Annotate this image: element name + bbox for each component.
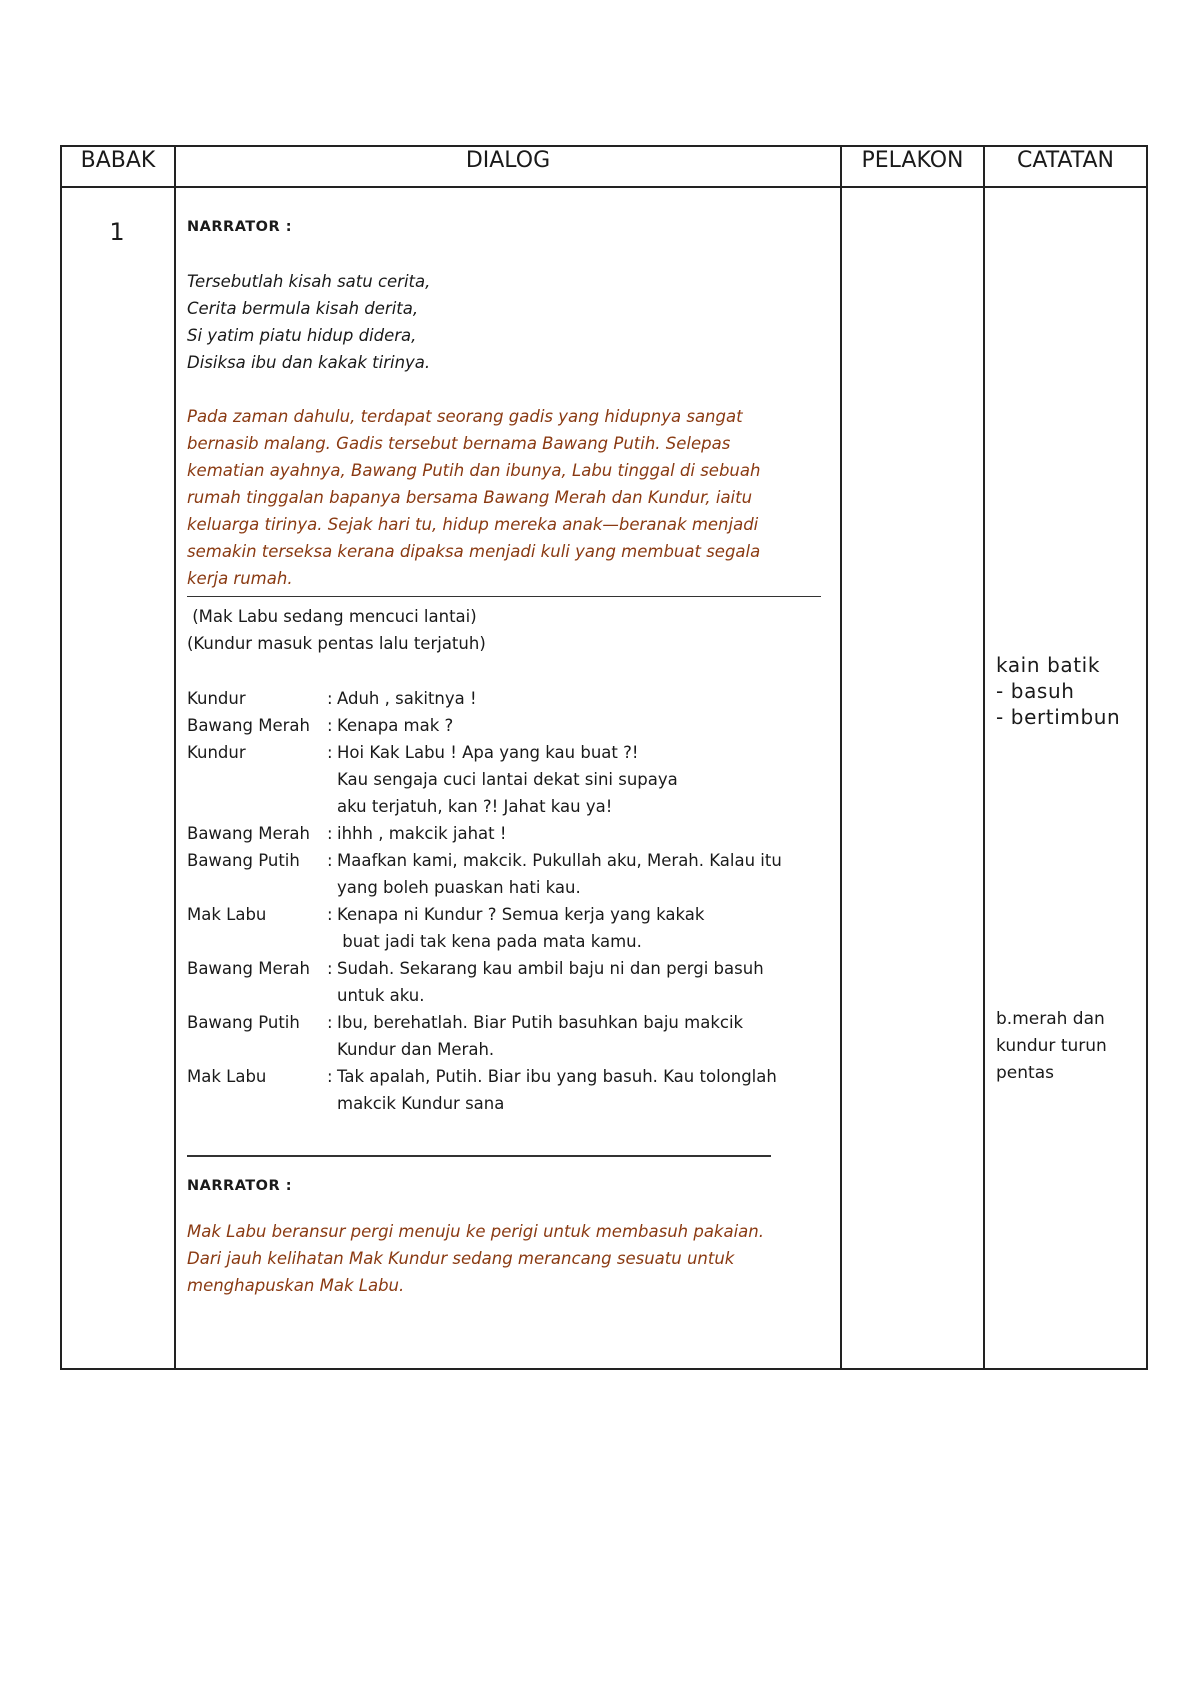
- dialog-line: [187, 820, 827, 847]
- dialog-line: [187, 847, 827, 874]
- narrator-label: NARRATOR :: [187, 219, 293, 235]
- note-line: b.merah dan: [996, 1009, 1105, 1029]
- narration-line: kematian ayahnya, Bawang Putih dan ibunya, Labu tinggal di sebuah: [187, 461, 761, 480]
- speech-text: Kenapa ni Kundur ? Semua kerja yang kakak: [337, 905, 705, 924]
- note-line: - bertimbun: [996, 705, 1121, 729]
- stage-direction: (Mak Labu sedang mencuci lantai): [187, 607, 477, 626]
- speech-text: Aduh , sakitnya !: [337, 689, 477, 708]
- header-dialog: DIALOG: [465, 148, 551, 173]
- dialog-line: [187, 1063, 827, 1090]
- dialog-cell: [187, 214, 827, 1299]
- header-babak: BABAK: [80, 148, 156, 173]
- poem-line: Cerita bermula kisah derita,: [187, 299, 419, 318]
- note-line: kundur turun: [996, 1036, 1107, 1056]
- speaker-colon: :: [327, 743, 333, 762]
- dialog-line: [187, 1009, 827, 1036]
- dialog-line: [187, 901, 827, 928]
- speech-continuation: makcik Kundur sana: [337, 1094, 505, 1113]
- col-divider-babak: [174, 145, 176, 1370]
- narration-line: Pada zaman dahulu, terdapat seorang gadis yang hidupnya sangat: [187, 407, 743, 426]
- section-divider: [187, 596, 821, 597]
- speaker-colon: :: [327, 689, 333, 708]
- speaker-colon: :: [327, 851, 333, 870]
- speaker-name: Bawang Merah: [187, 716, 310, 735]
- speaker-colon: :: [327, 959, 333, 978]
- speech-text: Hoi Kak Labu ! Apa yang kau buat ?!: [337, 743, 639, 762]
- section-divider: [187, 1155, 771, 1157]
- speech-continuation: Kau sengaja cuci lantai dekat sini supaya: [337, 770, 678, 789]
- catatan-note-props: [996, 652, 1120, 730]
- stage-direction: (Kundur masuk pentas lalu terjatuh): [187, 634, 486, 653]
- speaker-colon: :: [327, 1013, 333, 1032]
- speaker-name: Kundur: [187, 743, 246, 762]
- narration-line: keluarga tirinya. Sejak hari tu, hidup mereka anak—beranak menjadi: [187, 515, 759, 534]
- note-line: - basuh: [996, 679, 1075, 703]
- narration-line: Dari jauh kelihatan Mak Kundur sedang merancang sesuatu untuk: [187, 1249, 735, 1268]
- catatan-note-exit: [996, 1006, 1131, 1087]
- dialog-line: [187, 955, 827, 982]
- table-left-border: [60, 145, 62, 1370]
- poem-line: Tersebutlah kisah satu cerita,: [187, 272, 431, 291]
- speaker-colon: :: [327, 824, 333, 843]
- speaker-colon: :: [327, 905, 333, 924]
- speech-continuation: yang boleh puaskan hati kau.: [337, 878, 581, 897]
- header-catatan: CATATAN: [1016, 148, 1114, 173]
- speech-continuation: Kundur dan Merah.: [337, 1040, 495, 1059]
- narration-line: Mak Labu beransur pergi menuju ke perigi untuk membasuh pakaian.: [187, 1222, 765, 1241]
- speaker-name: Bawang Putih: [187, 851, 300, 870]
- col-divider-pelakon: [983, 145, 985, 1370]
- speech-text: Tak apalah, Putih. Biar ibu yang basuh. Kau tolonglah: [337, 1067, 777, 1086]
- speaker-name: Bawang Merah: [187, 824, 310, 843]
- poem-line: Si yatim piatu hidup didera,: [187, 326, 417, 345]
- narration-line: menghapuskan Mak Labu.: [187, 1276, 405, 1295]
- header-pelakon: PELAKON: [861, 148, 964, 173]
- note-line: pentas: [996, 1063, 1054, 1083]
- dialog-line: [187, 685, 827, 712]
- narration-line: semakin terseksa kerana dipaksa menjadi kuli yang membuat segala: [187, 542, 761, 561]
- note-line: kain batik: [996, 653, 1101, 677]
- narration-line: kerja rumah.: [187, 569, 293, 588]
- speech-text: Ibu, berehatlah. Biar Putih basuhkan baju makcik: [337, 1013, 744, 1032]
- speech-text: ihhh , makcik jahat !: [337, 824, 507, 843]
- narration-line: bernasib malang. Gadis tersebut bernama Bawang Putih. Selepas: [187, 434, 731, 453]
- dialog-line: [187, 739, 827, 766]
- dialog-line: [187, 712, 827, 739]
- narrator-label: NARRATOR :: [187, 1178, 293, 1194]
- speaker-name: Mak Labu: [187, 905, 267, 924]
- col-divider-dialog: [840, 145, 842, 1370]
- speaker-name: Bawang Merah: [187, 959, 310, 978]
- speaker-colon: :: [327, 1067, 333, 1086]
- speech-text: Kenapa mak ?: [337, 716, 454, 735]
- table-right-border: [1146, 145, 1148, 1370]
- speaker-name: Bawang Putih: [187, 1013, 300, 1032]
- speech-continuation: buat jadi tak kena pada mata kamu.: [337, 932, 642, 951]
- speaker-colon: :: [327, 716, 333, 735]
- babak-number: 1: [109, 218, 125, 246]
- speech-text: Maafkan kami, makcik. Pukullah aku, Merah. Kalau itu: [337, 851, 782, 870]
- speech-text: Sudah. Sekarang kau ambil baju ni dan pergi basuh: [337, 959, 764, 978]
- poem-line: Disiksa ibu dan kakak tirinya.: [187, 353, 431, 372]
- dialog-lines: [187, 685, 827, 1117]
- narration-line: rumah tinggalan bapanya bersama Bawang Merah dan Kundur, iaitu: [187, 488, 753, 507]
- speech-continuation: aku terjatuh, kan ?! Jahat kau ya!: [337, 797, 613, 816]
- speech-continuation: untuk aku.: [337, 986, 425, 1005]
- speaker-name: Mak Labu: [187, 1067, 267, 1086]
- speaker-name: Kundur: [187, 689, 246, 708]
